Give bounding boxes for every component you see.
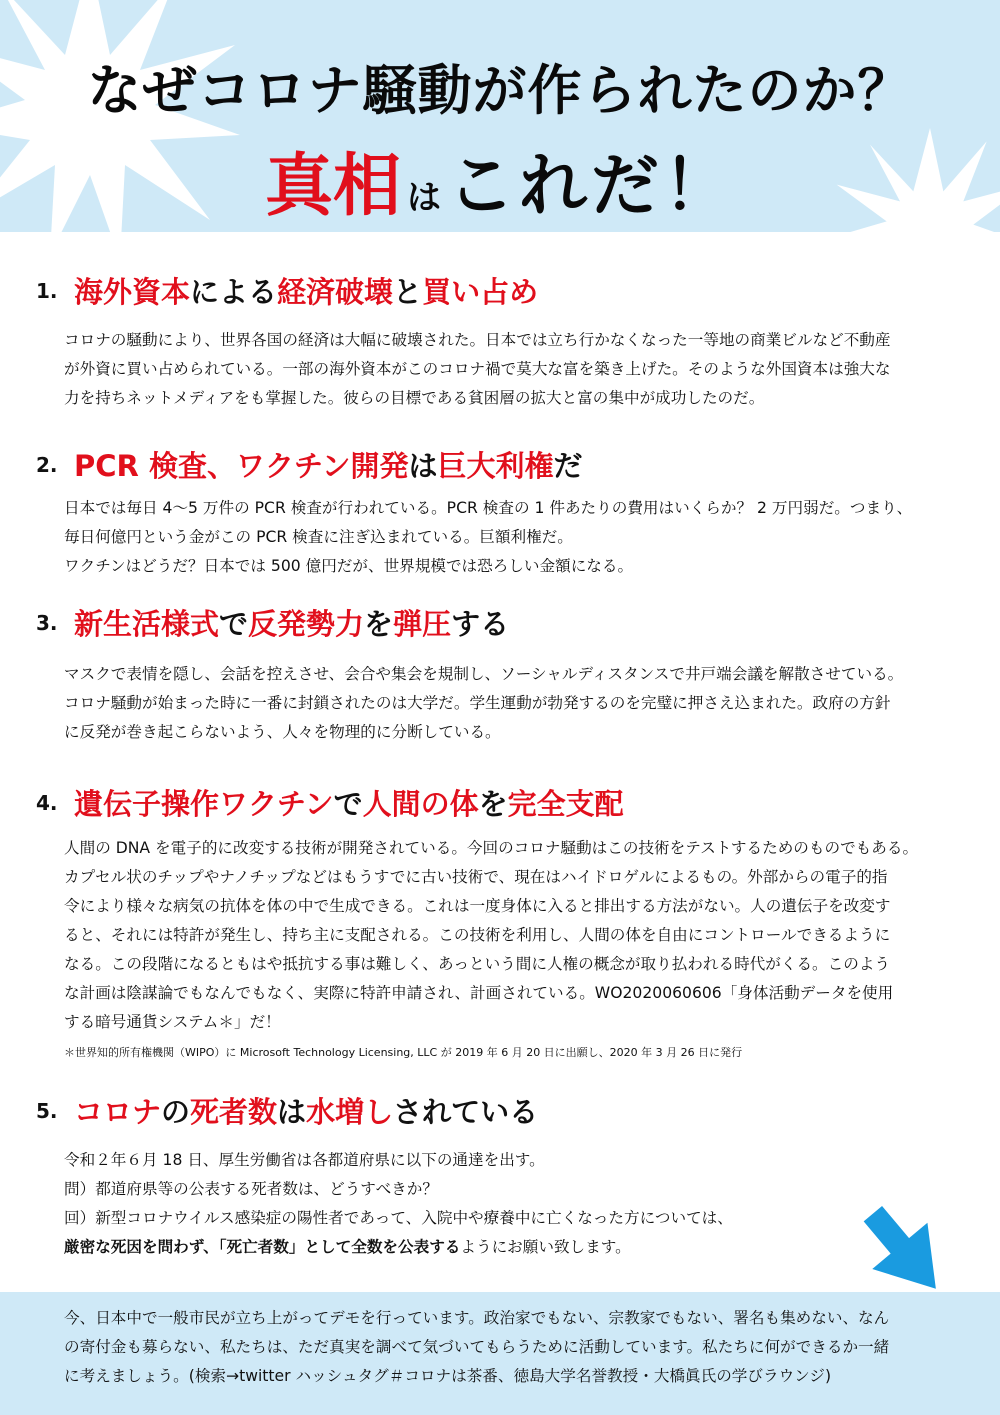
- body-line: 令和２年６月 18 日、厚生労働省は各都道府県に以下の通達を出す。: [64, 1151, 545, 1169]
- heading-part: 水増し: [306, 1095, 394, 1129]
- footer-text: [64, 1304, 954, 1391]
- heading-part: の: [161, 1095, 191, 1129]
- heading-part: は: [277, 1095, 307, 1129]
- body-line: に反発が巻き起こらないよう、人々を物理的に分断している。: [64, 723, 501, 741]
- section-number: 1.: [36, 278, 58, 303]
- body-line: 回）新型コロナウイルス感染症の陽性者であって、入院中や療養中に亡くなった方については、: [64, 1209, 733, 1227]
- heading-part: 巨大利権: [437, 449, 554, 483]
- heading-part: されている: [393, 1095, 539, 1129]
- footer-line: の寄付金も募らない、私たちは、ただ真実を調べて気づいてもらうために活動しています。私たちに何ができるか一緒: [64, 1338, 890, 1356]
- heading-part: で: [219, 607, 249, 641]
- subtitle-particle: は: [407, 178, 441, 218]
- heading-part: だ: [553, 449, 583, 483]
- heading-part: 弾圧: [393, 607, 452, 641]
- heading-part: 海外資本: [74, 275, 191, 309]
- section-1-heading: [36, 270, 538, 311]
- body-line: カプセル状のチップやナノチップなどはもうすでに古い技術で、現在はハイドロゲルによるもの。外部からの電子的指: [64, 868, 888, 886]
- body-line: コロナの騒動により、世界各国の経済は大幅に破壊された。日本では立ち行かなくなった一等地の商業ビルなど不動産: [64, 331, 891, 349]
- section-number: 5.: [36, 1098, 58, 1123]
- heading-part: 死者数: [190, 1095, 278, 1129]
- body-line: 力を持ちネットメディアをも掌握した。彼らの目標である貧困層の拡大と富の集中が成功したのだ。: [64, 389, 765, 407]
- body-line: ワクチンはどうだ？日本では 500 億円だが、世界規模では恐ろしい金額になる。: [64, 557, 634, 575]
- heading-part: PCR 検査、ワクチン開発: [74, 449, 409, 483]
- section-4-heading: [36, 782, 624, 823]
- section-3-heading: [36, 602, 509, 643]
- page-subtitle: [0, 132, 1000, 229]
- section-number: 3.: [36, 610, 58, 635]
- body-line: 人間の DNA を電子的に改変する技術が開発されている。今回のコロナ騒動はこの技術をテストするためのものでもある。: [64, 839, 919, 857]
- section-number: 4.: [36, 790, 58, 815]
- body-line: 日本では毎日 4～5 万件の PCR 検査が行われている。PCR 検査の 1 件あたりの費用はいくらか？ 2 万円弱だ。つまり、: [64, 499, 913, 517]
- subtitle-rest: これだ！: [447, 147, 736, 226]
- heading-part: は: [408, 449, 438, 483]
- header-banner: [0, 0, 1000, 232]
- section-4-body: [64, 834, 954, 1037]
- heading-part: を: [364, 607, 394, 641]
- heading-part: コロナ: [74, 1095, 162, 1129]
- body-line: マスクで表情を隠し、会話を控えさせ、会合や集会を規制し、ソーシャルディスタンスで井戸端会議を解散させている。: [64, 665, 904, 683]
- heading-part: する: [451, 607, 510, 641]
- body-line: な計画は陰謀論でもなんでもなく、実際に特許申請され、計画されている。WO2020060606「身体活動データを使用: [64, 984, 894, 1002]
- section-5-body: [64, 1146, 954, 1262]
- heading-part: 買い占め: [422, 275, 539, 309]
- footer-line: に考えましょう。(検索→twitter ハッシュタグ＃コロナは茶番、徳島大学名誉教授・大橋眞氏の学びラウンジ): [64, 1367, 832, 1385]
- body-text: ようにお願い致します。: [460, 1238, 631, 1256]
- section-2-heading: [36, 444, 583, 485]
- body-line: なる。この段階になるともはや抵抗する事は難しく、あっという間に人権の概念が取り払われる時代がくる。このよう: [64, 955, 891, 973]
- body-line: コロナ騒動が始まった時に一番に封鎖されたのは大学だ。学生運動が勃発するのを完璧に押さえ込まれた。政府の方針: [64, 694, 891, 712]
- heading-part: と: [393, 275, 423, 309]
- section-2-body: [64, 494, 954, 581]
- footer-line: 今、日本中で一般市民が立ち上がってデモを行っています。政治家でもない、宗教家でもない、署名も集めない、なん: [64, 1309, 890, 1327]
- heading-part: で: [333, 787, 363, 821]
- heading-part: 反発勢力: [248, 607, 365, 641]
- heading-part: 新生活様式: [74, 607, 220, 641]
- heading-part: 完全支配: [507, 787, 624, 821]
- page-title: なぜコロナ騒動が作られたのか？: [87, 59, 913, 122]
- body-line: が外資に買い占められている。一部の海外資本がこのコロナ禍で莫大な富を築き上げた。そのような外国資本は強大な: [64, 360, 891, 378]
- body-line: 令により様々な病気の抗体を体の中で生成できる。これは一度身体に入ると排出する方法がない。人の遺伝子を改変す: [64, 897, 891, 915]
- subtitle-red: 真相: [264, 147, 401, 226]
- heading-part: による: [190, 275, 278, 309]
- body-line: 問）都道府県等の公表する死者数は、どうすべきか？: [64, 1180, 438, 1198]
- bold-text: 厳密な死因を問わず、「死亡者数」として全数を公表する: [64, 1238, 461, 1256]
- heading-part: 遺伝子操作ワクチン: [74, 787, 334, 821]
- heading-part: 経済破壊: [277, 275, 394, 309]
- body-line: する暗号通貨システム＊」だ！: [64, 1013, 281, 1031]
- heading-part: 人間の体: [362, 787, 479, 821]
- section-3-body: [64, 660, 954, 747]
- body-line: [64, 1233, 954, 1262]
- section-1-body: [64, 326, 954, 413]
- arrow-down-right-icon: [845, 1202, 965, 1302]
- heading-part: を: [478, 787, 508, 821]
- body-line: 毎日何億円という金がこの PCR 検査に注ぎ込まれている。巨額利権だ。: [64, 528, 573, 546]
- section-5-heading: [36, 1090, 538, 1131]
- footnote: ＊世界知的所有権機関（WIPO）に Microsoft Technology Licensing, LLC が 2019 年 6 月 20 日に出願し、2020 年 3 月 26 日に発行: [64, 1046, 743, 1059]
- section-number: 2.: [36, 452, 58, 477]
- footer-banner: [0, 1292, 1000, 1415]
- body-line: ると、それには特許が発生し、持ち主に支配される。この技術を利用し、人間の体を自由にコントロールできるように: [64, 926, 891, 944]
